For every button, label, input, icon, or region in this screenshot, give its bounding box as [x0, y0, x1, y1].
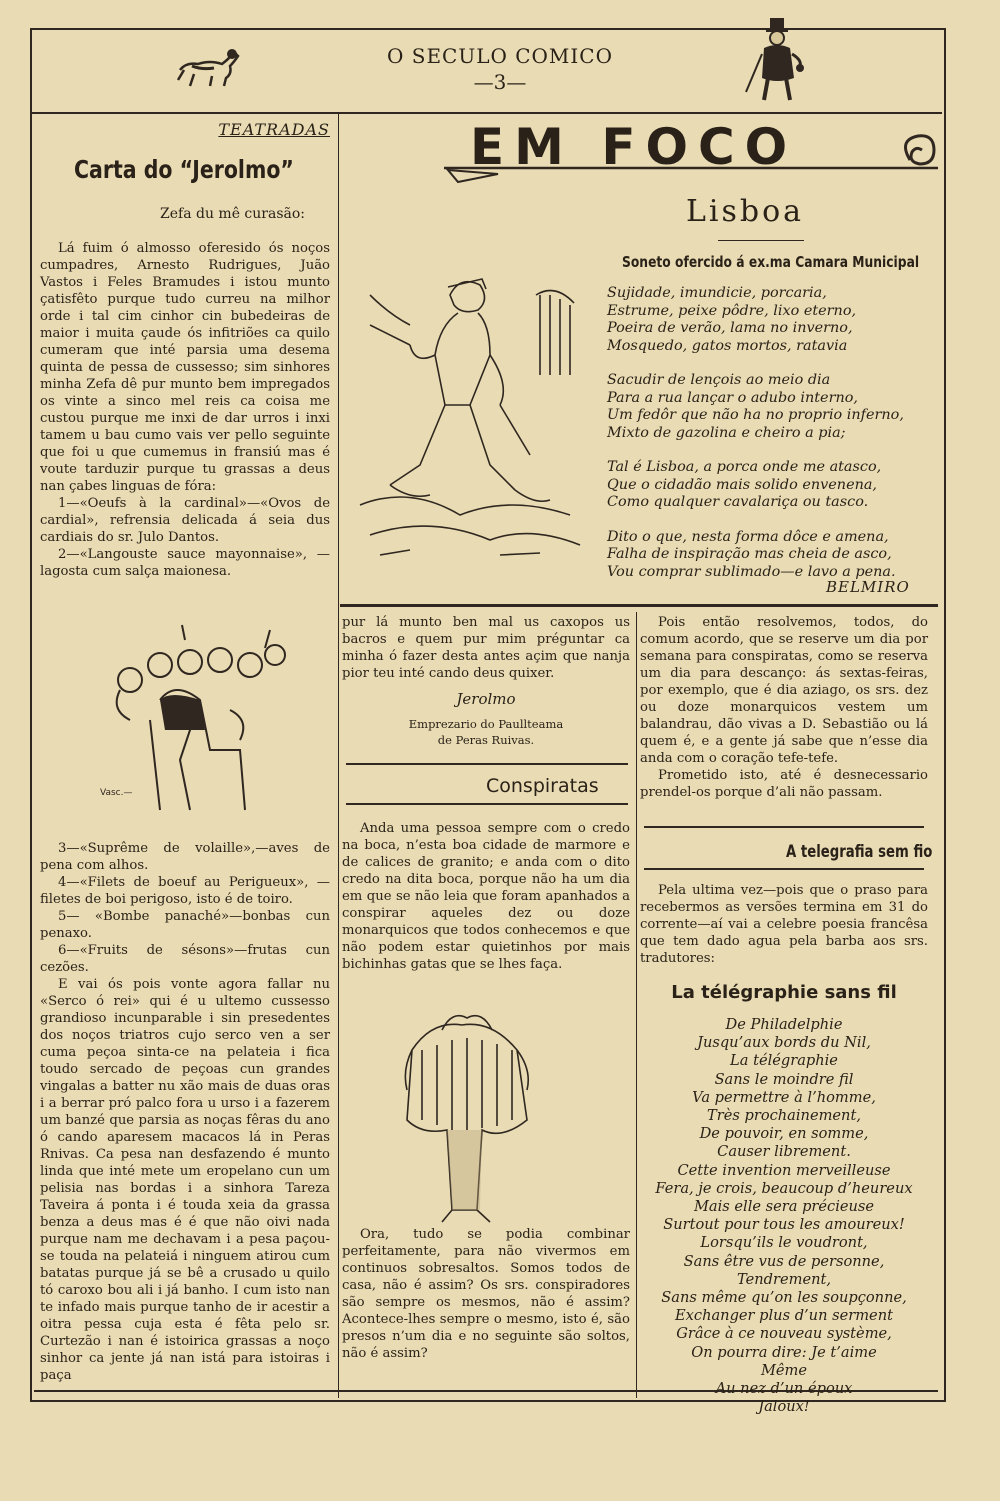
signature-title-1: Emprezario do Paullteama — [408, 717, 564, 731]
sonnet-line: Sujidade, imundicie, porcaria, — [607, 285, 827, 301]
conspiratas-paragraph-4: Prometido isto, até é desnecessario prendel-os porque d’ali não passam. — [640, 768, 928, 800]
sonnet-line: Dito o que, nesta forma dôce e amena, — [607, 528, 889, 545]
carta-item-1: 1—«Oeufs à la cardinal»—«Ovos de cardial», refrensia delicada á seia dus cardiais do sr. Julo Dantos. — [40, 496, 330, 545]
telegrafia-title-rule — [644, 868, 924, 870]
poem-line: De pouvoir, en somme, — [699, 1125, 869, 1143]
carta-continuation: pur lá munto ben mal us caxopos us bacros e quem pur mim préguntar ca minha ó fazer desta antes açim que nanja pior teu inté cando deus quixer. — [342, 615, 630, 681]
city-underline — [718, 240, 804, 241]
carta-body-top — [40, 240, 330, 580]
signature-title-2: de Peras Ruivas. — [437, 733, 535, 747]
poem-line: Grâce à ce nouveau système, — [676, 1325, 892, 1343]
sonnet-line: Sacudir de lençois ao meio dia — [607, 372, 831, 388]
svg-text:Vasc.—: Vasc.— — [100, 788, 133, 798]
conspiratas-rule — [346, 803, 628, 805]
poem-line: Même — [760, 1361, 808, 1379]
poem-line: La télégraphie — [730, 1052, 838, 1070]
dog-icon — [172, 40, 242, 94]
poem-line: On pourra dire: Je t’aime — [691, 1343, 877, 1361]
sonnet-line: Como qualquer cavalariça ou tasco. — [607, 494, 869, 510]
poem-line: Va permettre à l’homme, — [692, 1088, 876, 1106]
telegrafia-intro-paragraph: Pela ultima vez—pois que o praso para recebermos as versões termina em 31 do corrente—aí vai a celebre poesia francêsa que tem dado agua pela barba aos srs. tradutores: — [640, 883, 928, 966]
carta-body-bottom — [40, 840, 330, 1384]
conspiratas-paragraph-1: Anda uma pessoa sempre com o credo na boca, n’esta boa cidade de marmore e de calices de granito; e anda com o dito credo na dita boca, porque não ha um dia em que se não leia que foram apanhados a conspirar aqueles dez ou doze monarquicos que todos conhecemos e que não podem estar quietinhos por mais bichinhas gatas que se lhes faça. — [342, 821, 630, 972]
sonnet-dedication: Soneto ofercido á ex.ma Camara Municipal — [622, 253, 920, 271]
sonnet-author: BELMIRO — [826, 578, 910, 596]
sonnet-line: Falha de inspiração mas cheia de asco, — [607, 546, 892, 562]
sonnet-line: Estrume, peixe pôdre, lixo eterno, — [607, 302, 857, 319]
conspiratas-paragraph-3: Pois então resolvemos, todos, do comum acordo, que se reserve um dia por semana para conspiratas, como se reserva um dia para descanço: ás sextas-feiras, por exemplo, que é dia aziago, os srs. dez ou doze monarquicos vestem um balandrau, dão vivas a D. Sebastião ou lá quem é, e a gente já sabe que n’esse dia anda com o coração tefe-tefe. — [640, 615, 928, 766]
french-poem-title: La télégraphie sans fil — [671, 982, 897, 1003]
conspiratas-paragraph-2: Ora, tudo se podia combinar perfeitamente, para não vivermos em continuos sobresaltos. Somos todos de casa, não é assim? Os srs. conspiradores são sempre os mesmos, não é assim? Acontece-lhes sempre o mesmo, isto é, são presos n’um dia e no seguinte são soltos, não é assim? — [342, 1227, 630, 1361]
poem-line: Sans même qu’on les soupçonne, — [661, 1289, 907, 1307]
section-teatradas: TEATRADAS — [218, 120, 330, 139]
column-rule-1 — [338, 114, 339, 1398]
poem-line: Au nez d’un époux — [715, 1380, 853, 1398]
pointing-hand-icon — [438, 130, 938, 194]
poem-line: Causer librement. — [717, 1143, 851, 1161]
sonnet — [607, 285, 904, 581]
carta-item-2: 2—«Langouste sauce mayonnaise», —lagosta cum salça maionesa. — [40, 547, 330, 579]
poem-line: Jusqu’aux bords du Nil, — [697, 1034, 871, 1052]
french-poem — [640, 1016, 928, 1416]
column-rule-2 — [636, 612, 637, 1398]
poem-line: Très prochainement, — [707, 1107, 861, 1125]
sonnet-line: Mixto de gazolina e cheiro a pia; — [607, 424, 846, 441]
conspiratas-body-2 — [342, 1226, 630, 1362]
sonnet-line: Um fedôr que não ha no proprio inferno, — [607, 407, 904, 423]
article-title-telegrafia: A telegrafia sem fio — [786, 842, 933, 862]
poem-line: Jaloux! — [758, 1398, 810, 1416]
poem-line: Tendrement, — [737, 1270, 831, 1288]
divider-rule — [346, 763, 628, 765]
newspaper-title: O SECULO COMICO — [386, 44, 614, 68]
poem-line: Sans le moindre fil — [714, 1070, 854, 1088]
sonnet-line: Que o cidadão mais solido envenena, — [607, 476, 878, 493]
letter-signature: Jerolmo — [456, 690, 516, 708]
em-foco-banner: EM FOCO — [470, 118, 798, 176]
carta-item-6: 6—«Fruits de sésons»—frutas cun cezões. — [40, 943, 330, 975]
sonnet-line: Poeira de verão, lama no inverno, — [607, 320, 853, 336]
letter-greeting: Zefa du mê curasão: — [160, 206, 306, 222]
carta-item-5: 5— «Bombe panaché»—bonbas cun penaxo. — [40, 909, 330, 941]
page-number: —3— — [473, 70, 527, 94]
poem-line: Surtout pour tous les amoureux! — [663, 1216, 905, 1234]
banquet-illustration — [90, 620, 290, 824]
poem-line: Sans être vus de personne, — [683, 1252, 885, 1270]
article-title-carta: Carta do “Jerolmo” — [74, 155, 294, 184]
carta-item-4: 4—«Filets de boeuf au Perigueux», —filetes de boi perigoso, isto é de toiro. — [40, 875, 330, 907]
walking-man-illustration — [350, 255, 600, 579]
conspiratas-body-1 — [342, 820, 630, 973]
poem-line: Cette invention merveilleuse — [677, 1161, 891, 1179]
em-foco-bottom-rule — [340, 604, 938, 607]
poem-line: Exchanger plus d’un serment — [675, 1307, 893, 1325]
poem-line: Lorsqu’ils le voudront, — [700, 1234, 868, 1252]
sonnet-line: Tal é Lisboa, a porca onde me atasco, — [607, 459, 882, 475]
gentleman-icon — [740, 14, 815, 113]
conspiratas-body-3 — [640, 614, 928, 801]
poem-line: De Philadelphie — [725, 1016, 843, 1033]
city-title: Lisboa — [686, 194, 805, 229]
carta-item-3: 3—«Suprême de volaille»,—aves de pena com alhos. — [40, 841, 330, 873]
poem-line: Mais elle sera précieuse — [693, 1198, 875, 1216]
carta-paragraph-2: E vai ós pois vonte agora fallar nu «Serco ó rei» qui é u ultemo cussesso grandioso incunparable i sin presedentes dos noços triatros cujo serco ven a ser cuma peçoa sinta-ce na pelateia i fica toudo sercado de peçoas cun grandes vingalas a batter nu xão mais de duas oras i a berrar pró palco fora u urso i a fazerem um banzé que parsia as noças fêras du ano ó cando aparesem macacos lá in Peras Rnivas. Ca pesa nan desfazendo é munto linda que inté mete um eropelano cun um pelisia nas bordas i a sinhora Tareza Taveira á ponta i é touda xeia da grassa benza a deus mas é é que não oivi nada purque nam me dechavam i a pesa paçou-se touda na pelateiá i ninguem atirou cum batatas purque já se bê a crusado u quilo tó caroxo bou ali i já banho. I cum isto nan te infado mais purque tanho de ir acestir a oitra pessa cuja esta é fêta pelo sr. Curtezão i nan é istoirica grassas a noço sinhor ca jente já nan istá para istoiras i paça — [40, 977, 330, 1383]
conspirators-illustration — [392, 1010, 542, 1229]
sonnet-line: Para a rua lançar o adubo interno, — [607, 389, 858, 406]
poem-line: Fera, je crois, beaucoup d’heureux — [655, 1179, 913, 1197]
telegrafia-top-rule — [644, 826, 924, 828]
article-title-conspiratas: Conspiratas — [486, 775, 599, 797]
telegrafia-intro — [640, 882, 928, 967]
carta-paragraph-1: Lá fuim ó almosso oferesido ós noços cumpadres, Arnesto Rudrigues, Juão Vastos i Feles Bramudes i istou munto çatisfêto purque tudo curreu na milhor orde i tal cim cinhor cin bubedeiras de maior i muita çaude ós infitriões ca quilo cumeram que inté parsia uma desema quinta de pessa de cussesso; sim sinhores minha Zefa dê pur munto bem impregados os vinte a sinco mel reis ca coisa me custou purque me inxi de dar urros i inxi tamem u bau cumo vais ver pello seguinte que foi u que cumemus in fransiú mas é voute tarduzir purque tu grassas a deus nan çabes linguas de fóra: — [40, 241, 330, 494]
sonnet-line: Vou comprar sublimado—e lavo a pena. — [607, 563, 896, 580]
sonnet-line: Mosquedo, gatos mortos, ratavia — [607, 337, 848, 354]
